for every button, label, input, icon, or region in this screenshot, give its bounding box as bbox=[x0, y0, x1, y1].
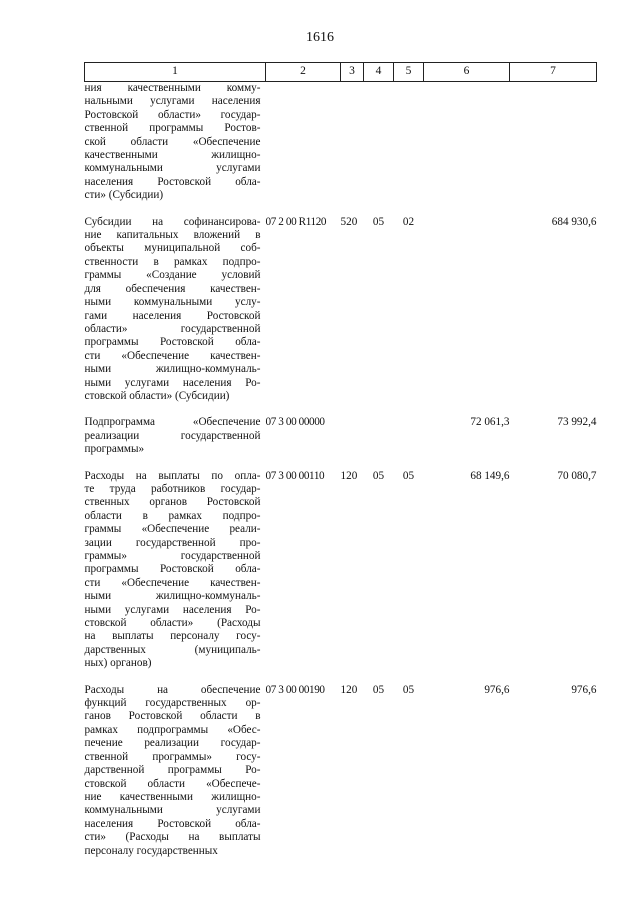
column-header-vr: 3 bbox=[341, 63, 364, 82]
description-line: качественными жилищно- bbox=[84, 149, 261, 162]
table-body bbox=[85, 82, 597, 858]
row-sum-2-cell: 70 080,7 bbox=[557, 469, 597, 482]
row-rz-cell: 05 bbox=[372, 683, 385, 696]
row-pr-cell: 02 bbox=[402, 215, 415, 228]
row-description-cell bbox=[85, 416, 266, 456]
column-header-sum-2: 7 bbox=[510, 63, 597, 82]
row-pr-cell: 05 bbox=[402, 683, 415, 696]
description-line: сти» (Расходы на выплаты bbox=[84, 831, 261, 844]
column-header-name: 1 bbox=[85, 63, 266, 82]
description-line: Расходы на обеспечение bbox=[84, 683, 261, 696]
description-line: рамках подпрограммы «Обес- bbox=[84, 723, 261, 736]
description-line: стовской области» (Субсидии) bbox=[84, 389, 230, 402]
row-sum-2-cell: 73 992,4 bbox=[557, 416, 597, 429]
description-line: дарственных (муниципаль- bbox=[84, 643, 261, 656]
description-line: коммунальными услугами bbox=[84, 804, 261, 817]
description-line: ния качественными комму- bbox=[84, 82, 261, 94]
budget-table bbox=[84, 62, 597, 858]
row-pr-cell bbox=[394, 82, 424, 203]
description-line: ственности в рамках подпро- bbox=[84, 255, 261, 268]
description-line: области» государственной bbox=[84, 322, 261, 335]
description-line: ными коммунальными услу- bbox=[84, 296, 261, 309]
description-line: ственных органов Ростовской bbox=[84, 496, 261, 509]
description-line: ние качественными жилищно- bbox=[84, 790, 261, 803]
description-line: граммы» государственной bbox=[84, 550, 261, 562]
row-spacer bbox=[85, 203, 597, 216]
description-line: ными услугами населения Ро- bbox=[84, 603, 261, 616]
row-vr-cell: 520 bbox=[340, 215, 358, 228]
column-header-code: 2 bbox=[266, 63, 341, 82]
table-row bbox=[85, 416, 597, 456]
description-line: ганов Ростовской области в bbox=[84, 710, 261, 723]
description-line: граммы «Создание условий bbox=[84, 269, 261, 282]
description-line: Подпрограмма «Обеспечение bbox=[84, 416, 261, 429]
row-sum-1-cell: 68 149,6 bbox=[470, 469, 510, 482]
description-line: для обеспечения качествен- bbox=[84, 282, 261, 295]
description-line: стовской области «Обеспече- bbox=[84, 777, 261, 790]
row-description-cell bbox=[85, 82, 266, 203]
table-row bbox=[85, 684, 597, 858]
row-spacer-cell bbox=[85, 203, 597, 216]
description-line: печение реализации государ- bbox=[84, 737, 261, 750]
description-line: персоналу государственных bbox=[84, 844, 218, 857]
description-line: функций государственных ор- bbox=[84, 697, 261, 710]
description-line: Субсидии на софинансирова- bbox=[84, 215, 261, 228]
description-line: программы» bbox=[84, 443, 145, 456]
description-line: ственной программы» госу- bbox=[84, 750, 261, 763]
description-line: сти «Обеспечение качествен- bbox=[84, 576, 261, 589]
description-line: сти «Обеспечение качествен- bbox=[84, 349, 261, 362]
column-header-pr: 5 bbox=[394, 63, 424, 82]
description-line: населения Ростовской обла- bbox=[84, 817, 261, 830]
row-spacer-cell bbox=[85, 403, 597, 416]
description-line: ных) органов) bbox=[84, 657, 152, 670]
row-vr-cell: 120 bbox=[340, 469, 358, 482]
description-line: ными жилищно-коммуналь- bbox=[84, 590, 261, 603]
column-header-sum-1: 6 bbox=[424, 63, 510, 82]
description-line: на выплаты персоналу госу- bbox=[84, 630, 261, 643]
row-spacer-cell bbox=[85, 457, 597, 470]
description-line: ственной программы Ростов- bbox=[84, 122, 261, 135]
description-line: программы Ростовской обла- bbox=[84, 336, 261, 349]
row-description-cell bbox=[85, 684, 266, 858]
row-rz-cell: 05 bbox=[372, 215, 385, 228]
column-header-rz: 4 bbox=[364, 63, 394, 82]
description-line: населения Ростовской обла- bbox=[84, 175, 261, 188]
row-pr-cell bbox=[394, 416, 424, 456]
description-line: ской области «Обеспечение bbox=[84, 135, 261, 148]
row-description-cell bbox=[85, 470, 266, 671]
description-line: те труда работников государ- bbox=[84, 482, 261, 495]
row-sum-2-cell: 684 930,6 bbox=[551, 215, 597, 228]
row-sum-1-cell: 72 061,3 bbox=[470, 416, 510, 429]
row-description-cell bbox=[85, 216, 266, 404]
row-rz-cell bbox=[364, 416, 394, 456]
row-sum-1-cell bbox=[424, 82, 510, 203]
description-line: Расходы на выплаты по опла- bbox=[84, 469, 261, 482]
row-code-cell: 07 3 00 00110 bbox=[265, 469, 325, 482]
description-line: программы Ростовской обла- bbox=[84, 563, 261, 576]
row-rz-cell: 05 bbox=[372, 469, 385, 482]
page-number: 1616 bbox=[306, 30, 334, 45]
description-line: сти» (Субсидии) bbox=[84, 189, 164, 202]
description-line: гами населения Ростовской bbox=[84, 309, 261, 322]
row-code-cell bbox=[266, 82, 341, 203]
row-sum-1-cell: 976,6 bbox=[484, 683, 510, 696]
table-row bbox=[85, 470, 597, 671]
row-code-cell: 07 3 00 00000 bbox=[265, 416, 325, 429]
description-line: ными жилищно-коммуналь- bbox=[84, 363, 261, 376]
table-header bbox=[85, 63, 597, 82]
description-line: ние капитальных вложений в bbox=[84, 229, 261, 242]
row-sum-2-cell bbox=[510, 82, 597, 203]
row-vr-cell bbox=[341, 416, 364, 456]
row-spacer bbox=[85, 457, 597, 470]
description-line: реализации государственной bbox=[84, 429, 261, 442]
description-line: зации государственной про- bbox=[84, 536, 261, 549]
description-line: дарственной программы Ро- bbox=[84, 764, 261, 777]
table-row bbox=[85, 82, 597, 203]
row-code-cell: 07 3 00 00190 bbox=[265, 683, 325, 696]
description-line: стовской области» (Расходы bbox=[84, 617, 261, 630]
description-line: нальными услугами населения bbox=[84, 95, 261, 108]
row-code-cell: 07 2 00 R1120 bbox=[265, 215, 327, 228]
row-sum-1-cell bbox=[424, 216, 510, 404]
row-sum-2-cell: 976,6 bbox=[571, 683, 597, 696]
row-rz-cell bbox=[364, 82, 394, 203]
table-row bbox=[85, 216, 597, 404]
row-pr-cell: 05 bbox=[402, 469, 415, 482]
row-vr-cell: 120 bbox=[340, 683, 358, 696]
description-line: области в рамках подпро- bbox=[84, 509, 261, 522]
description-line: Ростовской области» государ- bbox=[84, 108, 261, 121]
row-vr-cell bbox=[341, 82, 364, 203]
row-spacer bbox=[85, 403, 597, 416]
row-spacer bbox=[85, 671, 597, 684]
description-line: ными услугами населения Ро- bbox=[84, 376, 261, 389]
row-spacer-cell bbox=[85, 671, 597, 684]
description-line: объекты муниципальной соб- bbox=[84, 242, 261, 255]
description-line: граммы «Обеспечение реали- bbox=[84, 523, 261, 536]
header-row bbox=[85, 63, 597, 82]
description-line: коммунальными услугами bbox=[84, 162, 261, 175]
